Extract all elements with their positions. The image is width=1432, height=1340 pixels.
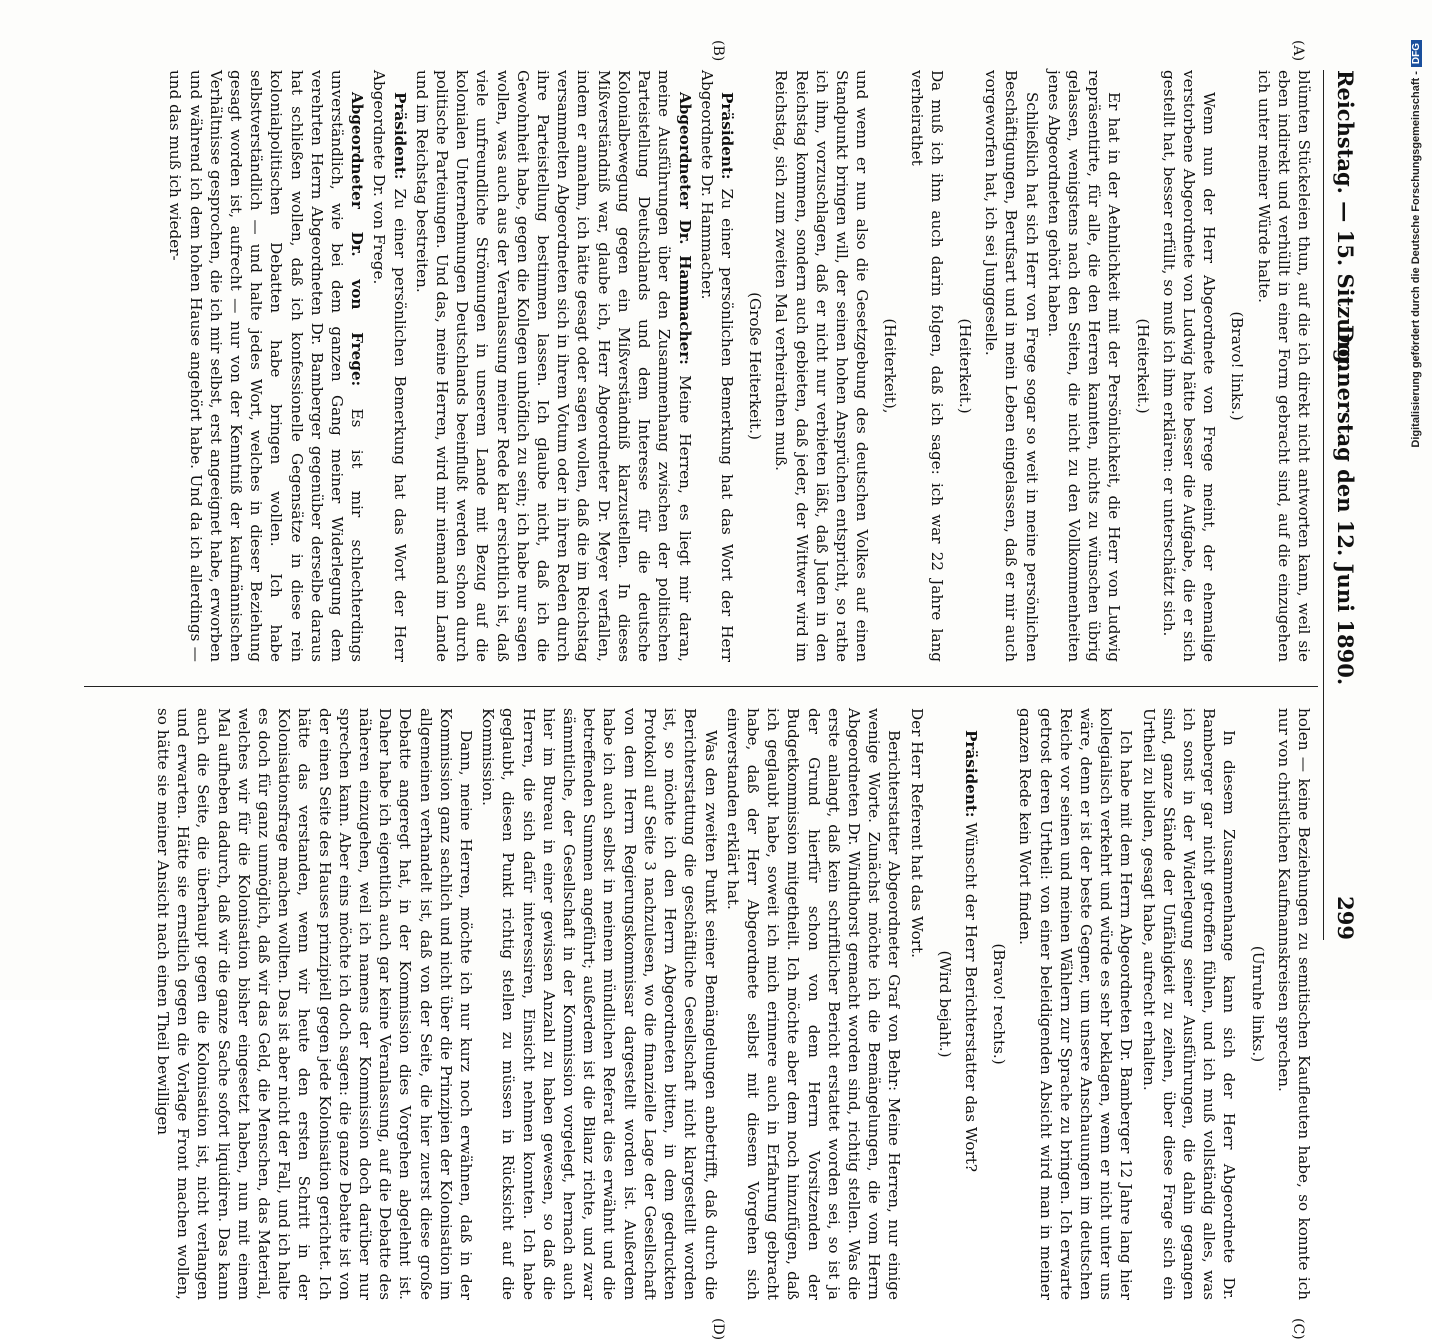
paragraph: Wenn nun der Herr Abgeordnete von Frege meint, der ehemalige verstorbene Abgeordnete von Ludwig hätte besser die Aufgabe, die er sich gestellt hat, besser erfüllt, so muß ich ihm erklären: er unterschätzt sich. <box>1159 70 1219 662</box>
margin-marker-b: (B) <box>710 40 726 62</box>
president-statement <box>961 708 981 1300</box>
president-statement <box>369 70 409 662</box>
reaction: (Heiterkeit), <box>881 318 900 414</box>
header-session: Reichstag. — 15. Sitzung. <box>1333 70 1358 371</box>
margin-marker-c: (C) <box>1290 1318 1306 1340</box>
header-rule <box>1323 70 1324 940</box>
statement-text: Meine Herren, nur einige wenige Worte. Zunächst möchte ich die Bemängelungen, die vom Herrn Abgeordneten Dr. Windthorst gemacht worden sind, richtig stellen. Was die erste anlangt, daß kein schriftlicher Bericht erstattet worden sei, so ist ja der Grund hierfür schon von dem Herrn Vorsitzenden der Budgetkommission mitgetheilt. Ich möchte aber dem noch hinzufügen, daß ich geglaubt habe, soweit ich mich erinnere auch in Erfahrung gebracht habe, daß der Herr Abgeordnete selbst mit diesem Vorgehen sich einverstanden erklärt hat. <box>723 708 904 1300</box>
paragraph: In diesem Zusammenhange kann sich der Herr Abgeordnete Dr. Bamberger gar nicht getroffen fühlen, und ich muß vollständig alles, was ich sonst in der Widerlegung seiner Ausführungen, die dahin gegangen sind, ganze Stände der Unfähigkeit zu zeihen, über diese Frage sich ein Urtheil zu bilden, gesagt habe, aufrecht erhalten. <box>1139 708 1239 1300</box>
header-page-number: 299 <box>1333 896 1358 940</box>
page-header <box>1326 70 1360 940</box>
paragraph: und wenn er nun also die Gesetzgebung des deutschen Volkes auf einen Standpunkt bringen will, der seinen hohen Ansprüchen entspricht, so rathe ich ihm, vorzuschlagen, daß er nicht nur verbieten läßt, daß Juden in den Reichstag kommen, sondern auch gebieten, daß jeder, der Wittwer wird im Reichstag, sich zum zweiten Mal verheirathen muß. <box>772 70 872 662</box>
paragraph: Er hat in der Aehnlichkeit mit der Persönlichkeit, die Herr von Ludwig repräsentirte, für alle, die den Herren kannten, nichts zu wünschen übrig gelassen, wenigstens nach den Seiten, die nicht zu den Vollkommenheiten jenes Abgeordneten gehört haben. <box>1044 70 1124 662</box>
paragraph: Ich habe mit dem Herrn Abgeordneten Dr. Bamberger 12 Jahre lang hier kollegialisch verkehrt und würde es sehr beklagen, wenn er nicht unter uns wäre, denn er ist der beste Gegner, um unsere Anschauungen im deutschen Reiche vor seinen und meinen Wählern zur Sprache zu bringen. Ich erwarte getrost deren Urtheil: von einer beleidigenden Absicht wird man in meiner ganzen Rede kein Wort finden. <box>1016 708 1136 1300</box>
speaker-label: Präsident: <box>961 730 980 818</box>
statement-text: Es ist mir schlechterdings unverständlich, wie bei dem ganzen Gang meiner Widerlegung dem verehrten Herrn Abgeordneten Dr. Bamberger gegenüber derselbe daraus hat schließen wollen, daß ich konfessionelle Gegensätze in diese rein kolonialpolitischen Debatten habe bringen wollen. Ich habe selbstverständlich — und halte jedes Wort, welches in dieser Beziehung gesagt worden ist, aufrecht — nur von der Kenntniß der kaufmännischen Verhältnisse gesprochen, die ich mir selbst, erst angeeignet habe, erworben und während ich dem hohen Hause angehört habe. Und da ich allerdings — und das muß ich wieder- <box>166 70 367 662</box>
paragraph: Was den zweiten Punkt seiner Bemängelungen anbetrifft, daß durch die Berichterstattung die geschäftliche Gesellschaft nicht klargestellt worden ist, so möchte ich den Herrn Abgeordneten bitten, in dem gedruckten Protokoll auf Seite 3 nachzulesen, wo die finanzielle Lage der Gesellschaft von dem Herrn Regierungskommissar dargestellt worden ist. Außerdem habe ich auch selbst in meinem mündlichen Referat dies erwähnt und die betreffenden Summen angeführt; außerdem ist die Bilanz richte, und zwar sämmtliche, der Gesellschaft in der Kommission vorgelegt, hernach auch hier im Bureau in einer gewissen Anzahl zu haben gewesen, so daß die Herren, die sich dafür interessiren, Einsicht nehmen konnten. Ich habe geglaubt, diesen Punkt richtig stellen zu müssen in Rücksicht auf die Kommission. <box>479 708 720 1300</box>
statement-text: Zu einer persönlichen Bemerkung hat das Wort der Herr Abgeordnete Dr. von Frege. <box>370 70 409 662</box>
dfg-logo: DFG <box>1411 40 1422 67</box>
speaker-label: Berichterstatter Abgeordneter Graf von Behr: <box>885 730 904 1092</box>
statement-text: Wünscht der Herr Berichterstatter das Wort? <box>961 822 980 1173</box>
reaction: (Unruhe links.) <box>1248 945 1267 1063</box>
reaction: (Bravo! rechts.) <box>990 943 1009 1065</box>
credit-text: Digitalisierung gefördert durch die Deutsche Forschungsgemeinschaft - <box>1410 71 1422 448</box>
margin-marker-d: (D) <box>710 1318 726 1340</box>
speech <box>412 70 695 662</box>
president-statement <box>697 70 737 662</box>
statement-text: Zu einer persönlichen Bemerkung hat das Wort der Herr Abgeordnete Dr. Hammacher. <box>697 70 736 662</box>
rotated-sheet <box>66 40 1366 1340</box>
statement-text: Meine Herren, es liegt mir daran, meine Ausführungen über den Zusammenhang zwischen der politischen Parteistellung Deutschlands und dem Interesse für die deutsche Kolonialbewegung gegen ein Mißverständniß klarzustellen. In dieses Mißverständniß war, glaube ich, Herr Abgeordneter Dr. Meyer verfallen, indem er annahm, ich hätte gesagt oder sagen wollen, daß die im Reichstag versammelten Abgeordneten sich in ihrem Votum oder in ihren Reden durch ihre Parteistellung bestimmen lassen. Ich glaube nicht, daß ich die Gewohnheit habe, gegen die Kollegen unhöflich zu sein; ich habe nur sagen wollen, was auch aus der Veranlassung meiner Rede klar ersichtlich ist, daß viele unfreundliche Strömungen in unserem Lande mit Bezug auf die kolonialen Unternehmungen Deutschlands beeinflußt werden schon durch politische Parteiungen. Und das, meine Herren, wird mir niemand im Lande und im Reichstag bestreiten. <box>412 70 694 662</box>
speaker-label: Präsident: <box>717 92 736 180</box>
speaker-label: Präsident: <box>390 92 409 180</box>
speech <box>723 708 905 1300</box>
reaction: (Heiterkeit.) <box>955 318 974 414</box>
paragraph: holen — keine Beziehungen zu semitischen Kaufleuten habe, so konnte ich nur von christlichen Kaufmannskreisen sprechen. <box>1274 708 1313 1300</box>
paragraph: Der Herr Referent hat das Wort. <box>907 708 926 958</box>
reaction: (Bravo! links.) <box>1228 311 1247 421</box>
paragraph: Schließlich hat sich Herr von Frege sogar so weit in meine persönlichen Beschäftigungen, Berufsart und in mein Leben eingelassen, daß er mir auch vorgeworfen hat, ich sei Junggeselle. <box>982 70 1041 662</box>
speaker-label: Abgeordneter Dr. von Frege: <box>348 92 367 387</box>
reaction: (Heiterkeit.) <box>1133 318 1152 414</box>
speech <box>165 70 367 662</box>
column-right <box>86 708 1314 1300</box>
speaker-label: Abgeordneter Dr. Hammacher: <box>675 92 694 365</box>
paragraph: Dann, meine Herren, möchte ich nur kurz noch erwähnen, daß in der Kommission ganz sachlich und nicht über die Prinzipien der Kolonisation im allgemeinen verhandelt ist, daß von der Seite, die hier zuerst diese große Debatte angeregt hat, in der Kommission dies Vorgehen abgelehnt ist. Daher habe ich eigentlich auch gar keine Veranlassung, auf die Debatte des näheren einzugehen, weil ich namens der Kommission doch darüber nur sprechen kann. Aber eins möchte ich doch sagen: die ganze Debatte ist von der einen Seite des Hauses prinzipiell gegen jede Kolonisation gerichtet. Ich hätte das verstanden, wenn wir heute den ersten Schritt in der Kolonisationsfrage machen wollten. Das ist aber nicht der Fall, und ich halte es doch für ganz unmöglich, daß wir das Geld, die Menschen, das Material, welches wir für die Kolonisation bisher eingesetzt haben, nun mit einem Mal aufheben dadurch, daß wir die ganze Sache sofort liquidiren. Das kann auch die Seite, die überhaupt gegen die Kolonisation ist, nicht verlangen und erwarten. Hätte sie ernstlich gegen die Vorlage Front machen wollen, so hätte sie meiner Ansicht nach einen Theil bewilligen <box>154 708 476 1300</box>
column-divider <box>84 686 1318 687</box>
reaction: (Große Heiterkeit.) <box>746 292 765 440</box>
paragraph: Da muß ich ihm auch darin folgen, daß ich sage: ich war 22 Jahre lang verheirathet <box>907 70 946 662</box>
paragraph: blümten Stückeleien thun, auf die ich direkt nicht antworten kann, weil sie eben indirekt und verhüllt in einer Form gebracht sind, auf die einzugehen ich unter meiner Würde halte. <box>1254 70 1313 662</box>
header-date: Donnerstag den 12. Juni 1890. <box>1333 324 1358 686</box>
reaction: (Wird bejaht.) <box>935 950 954 1058</box>
digitization-credit <box>1404 40 1428 980</box>
margin-marker-a: (A) <box>1290 40 1306 62</box>
column-left <box>86 70 1314 662</box>
